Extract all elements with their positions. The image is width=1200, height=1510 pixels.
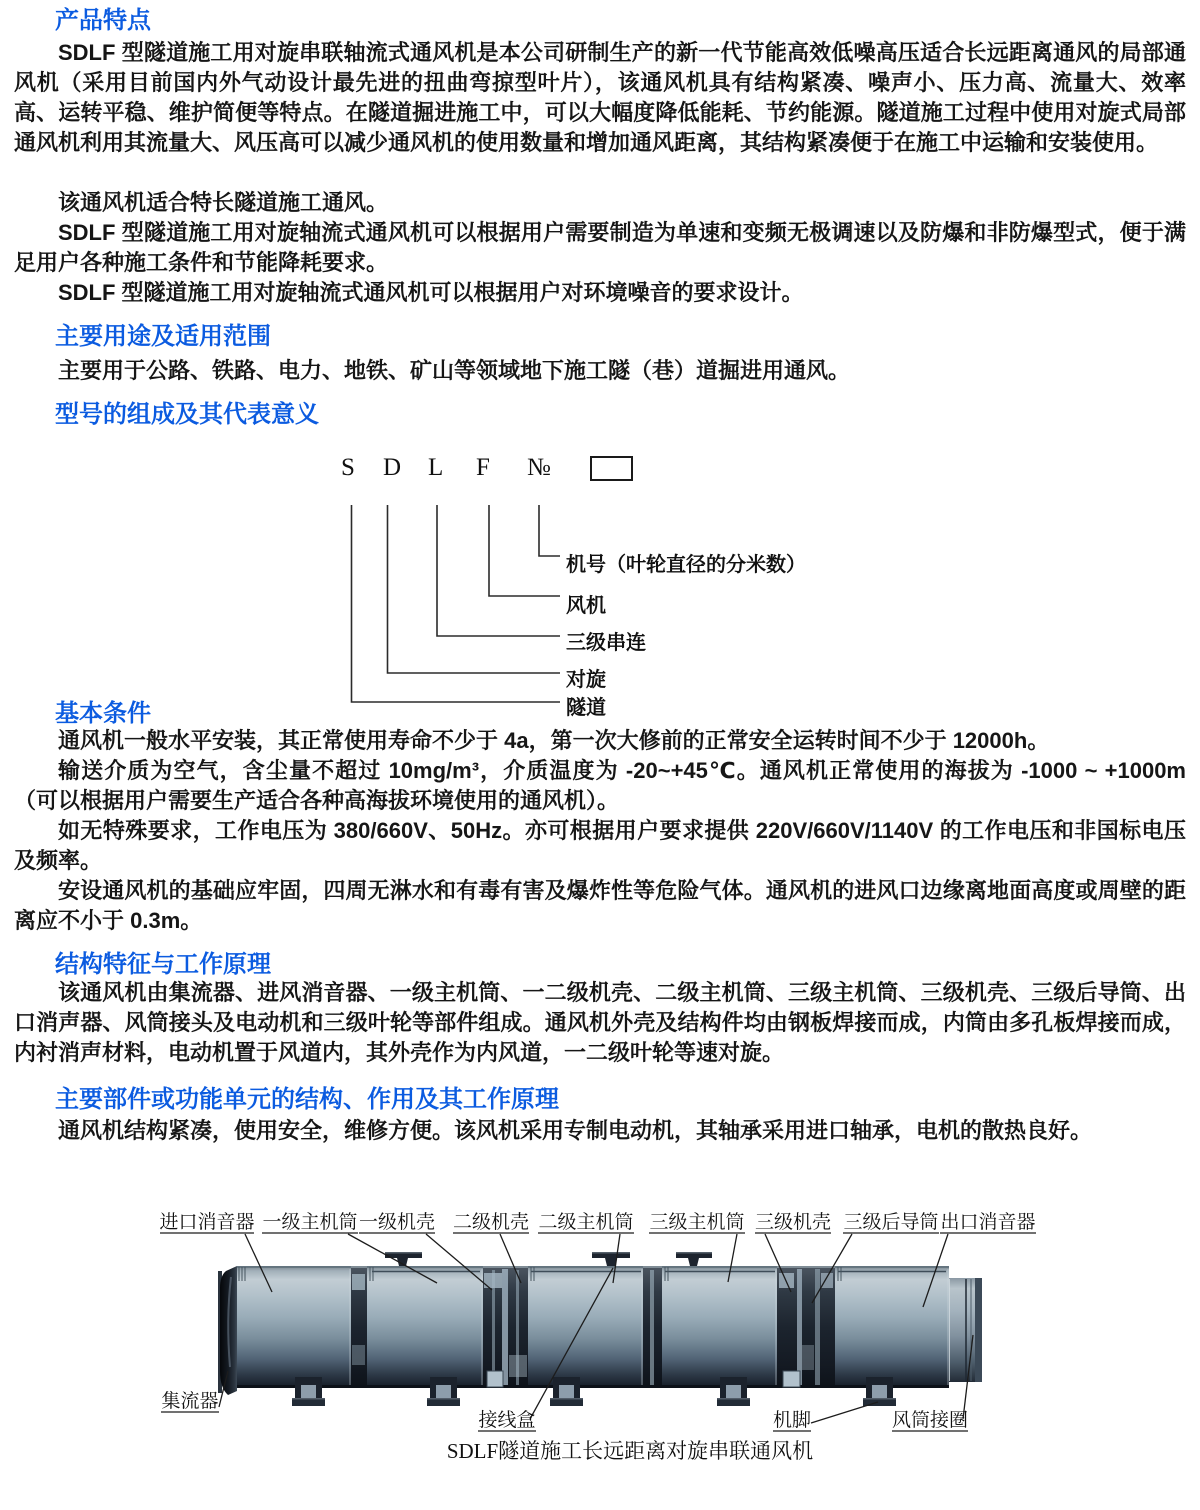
label-stage3-rear-guide: 三级后导筒 [843, 1212, 939, 1233]
label-outlet-silencer: 出口消音器 [940, 1212, 1036, 1233]
model-meaning-three-stage: 三级串连 [566, 632, 646, 654]
model-letter-no: № [527, 454, 551, 481]
label-stage1-main-barrel: 一级主机筒 [262, 1212, 358, 1233]
fan-assembly-drawing [130, 1195, 1080, 1495]
heading-product-features: 产品特点 [55, 7, 151, 34]
model-code-diagram [0, 448, 1200, 720]
label-stage2-casing: 二级机壳 [452, 1212, 530, 1233]
label-inlet-silencer: 进口消音器 [159, 1212, 255, 1233]
label-stage1-casing: 一级机壳 [358, 1212, 436, 1233]
paragraph-product-features-4: SDLF 型隧道施工用对旋轴流式通风机可以根据用户对环境噪音的要求设计。 [58, 280, 804, 305]
paragraph-product-features-1: SDLF 型隧道施工用对旋串联轴流式通风机是本公司研制生产的新一代节能高效低噪高压适合长远距离通风的局部通风机（采用目前国内外气动设计最先进的扭曲弯掠型叶片），该通风机具有结构紧凑、噪声小、压力高、流量大、效率高、运转平稳、维护简便等特点。在隧道掘进施工中，可以大幅度降低能耗、节约能源。隧道施工过程中使用对旋式局部通风机利用其流量大、风压高可以减少通风机的使用数量和增加通风距离，其结构紧凑便于在施工中运输和安装使用。 [14, 40, 1186, 155]
paragraph-basic-conditions-4: 安设通风机的基础应牢固，四周无淋水和有毒有害及爆炸性等危险气体。通风机的进风口边缘离地面高度或周壁的距离应不小于 0.3m。 [14, 878, 1186, 933]
heading-main-components: 主要部件或功能单元的结构、作用及其工作原理 [55, 1086, 559, 1113]
label-collector: 集流器 [161, 1391, 219, 1412]
paragraph-basic-conditions-2: 输送介质为空气，含尘量不超过 10mg/m³，介质温度为 -20~+45℃。通风机正常使用的海拔为 -1000 ~ +1000m（可以根据用户需要生产适合各种高海拔环境使用的通风机）。 [14, 758, 1186, 813]
label-machine-foot: 机脚 [772, 1410, 812, 1431]
model-letter-d: D [383, 454, 402, 481]
paragraph-basic-conditions-1: 通风机一般水平安装，其正常使用寿命不少于 4a，第一次大修前的正常安全运转时间不少于 12000h。 [58, 728, 1050, 753]
paragraph-product-features-3: SDLF 型隧道施工用对旋轴流式通风机可以根据用户需要制造为单速和变频无极调速以及防爆和非防爆型式，便于满足用户各种施工条件和节能降耗要求。 [14, 220, 1186, 275]
fan-body-cylinders [237, 1266, 949, 1388]
model-meaning-fan: 风机 [566, 595, 606, 617]
paragraph-product-features-2: 该通风机适合特长隧道施工通风。 [58, 190, 389, 215]
model-meaning-tunnel: 隧道 [566, 697, 606, 719]
fan-assembly-figure [130, 1195, 1080, 1495]
model-meaning-contra: 对旋 [566, 669, 606, 691]
model-letter-l: L [428, 454, 444, 481]
model-meaning-fan-number: 机号（叶轮直径的分米数） [566, 554, 806, 576]
model-letter-s: S [341, 454, 355, 481]
heading-model-composition: 型号的组成及其代表意义 [55, 401, 319, 428]
heading-structure-principle: 结构特征与工作原理 [55, 951, 271, 978]
heading-basic-conditions: 基本条件 [55, 700, 151, 727]
label-duct-ring: 风筒接圈 [891, 1410, 969, 1431]
label-stage3-main-barrel: 三级主机筒 [649, 1212, 745, 1233]
paragraph-basic-conditions-3: 如无特殊要求，工作电压为 380/660V、50Hz。亦可根据用户要求提供 220V/660V/1140V 的工作电压和非国标电压及频率。 [14, 818, 1186, 873]
paragraph-structure-principle: 该通风机由集流器、进风消音器、一级主机筒、一二级机壳、二级主机筒、三级主机筒、三级机壳、三级后导筒、出口消声器、风筒接头及电动机和三级叶轮等部件组成。通风机外壳及结构件均由钢板焊接而成，内筒由多孔板焊接而成，内衬消声材料，电动机置于风道内，其外壳作为内风道，一二级叶轮等速对旋。 [14, 980, 1186, 1065]
paragraph-main-components: 通风机结构紧凑，使用安全，维修方便。该风机采用专制电动机，其轴承采用进口轴承，电机的散热良好。 [58, 1118, 1093, 1143]
outlet-duct-ring-shape [949, 1278, 982, 1382]
label-stage2-main-barrel: 二级主机筒 [538, 1212, 634, 1233]
model-letter-f: F [476, 454, 490, 481]
paragraph-main-uses: 主要用于公路、铁路、电力、地铁、矿山等领域地下施工隧（巷）道掘进用通风。 [58, 358, 851, 383]
figure-caption: SDLF隧道施工长远距离对旋串联通风机 [446, 1439, 814, 1463]
label-junction-box: 接线盒 [478, 1410, 536, 1431]
heading-main-uses: 主要用途及适用范围 [55, 323, 271, 350]
top-brackets [385, 1252, 712, 1266]
model-number-box [590, 456, 633, 481]
label-stage3-casing: 三级机壳 [754, 1212, 832, 1233]
